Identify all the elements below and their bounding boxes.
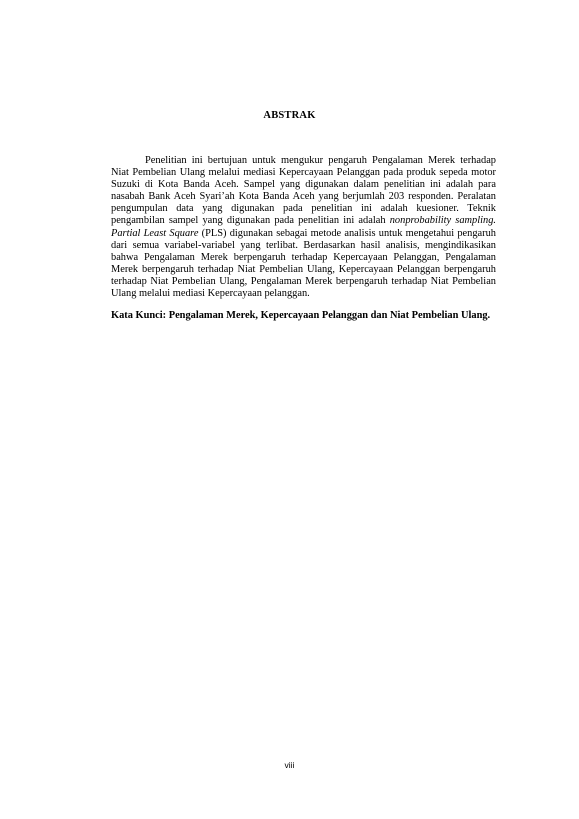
abstract-paragraph — [111, 155, 496, 300]
abstract-text-part2: (PLS) digunakan sebagai metode analisis untuk mengetahui pengaruh dari semua variabel-variabel yang terlibat. Berdasarkan hasil analisis, mengindikasikan bahwa Pengalaman Merek berpengaruh terhadap Kepercayaan Pelanggan, Pengalaman Merek berpengaruh terhadap Niat Pembelian Ulang, Kepercayaan Pelanggan berpengaruh terhadap Niat Pembelian Ulang, Pengalaman Merek berpengaruh terhadap Niat Pembelian Ulang melalui mediasi Kepercayaan pelanggan. — [111, 227, 496, 300]
abstract-text-italic: nonprobability sampling. Partial Least Square — [111, 215, 496, 239]
abstract-title: ABSTRAK — [263, 110, 316, 121]
page-number: viii — [284, 760, 295, 770]
keywords: Kata Kunci: Pengalaman Merek, Kepercayaan Pelanggan dan Niat Pembelian Ulang. — [111, 310, 491, 321]
abstract-text-part1: Penelitian ini bertujuan untuk mengukur pengaruh Pengalaman Merek terhadap Niat Pembelian Ulang melalui mediasi Kepercayaan Pelanggan pada produk sepeda motor Suzuki di Kota Banda Aceh. Sampel yang digunakan dalam penelitian ini adalah para nasabah Bank Aceh Syari’ah Kota Banda Aceh yang berjumlah 203 responden. Peralatan pengumpulan data yang digunakan pada penelitian ini adalah kuesioner. Teknik pengambilan sampel yang digunakan pada penelitian ini adalah — [111, 155, 496, 227]
